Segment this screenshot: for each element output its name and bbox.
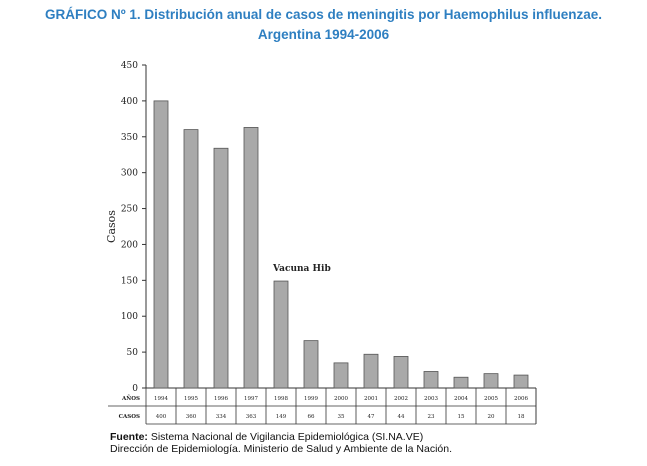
y-tick-label: 200: [120, 240, 138, 251]
annotation-vacuna-hib: Vacuna Hib: [273, 264, 331, 275]
source-label: Fuente:: [110, 431, 148, 443]
table-cases-cell: 360: [185, 414, 197, 420]
bar: [454, 377, 468, 388]
table-cases-cell: 334: [215, 414, 227, 420]
table-cases-cell: 20: [487, 414, 495, 420]
bar: [154, 101, 168, 388]
table-year-cell: 2006: [514, 396, 528, 402]
table-cases-cell: 66: [307, 414, 315, 420]
table-year-cell: 1995: [184, 396, 198, 402]
source-note: [110, 431, 452, 455]
table-cases-cell: 35: [337, 414, 345, 420]
bar: [424, 371, 438, 388]
table-year-cell: 2002: [394, 396, 408, 402]
bar: [184, 130, 198, 388]
table-year-cell: 2004: [454, 396, 468, 402]
table-cases-cell: 23: [427, 414, 435, 420]
bar: [304, 341, 318, 388]
table-cases-cell: 149: [275, 414, 287, 420]
y-tick-label: 300: [120, 168, 138, 179]
source-text: Sistema Nacional de Vigilancia Epidemiológica (SI.NA.VE): [150, 431, 424, 443]
table-year-cell: 2003: [424, 396, 438, 402]
y-tick-label: 250: [120, 204, 138, 215]
bar: [514, 375, 528, 388]
table-year-cell: 1997: [244, 396, 258, 402]
y-tick-label: 400: [120, 96, 138, 107]
bar: [214, 148, 228, 388]
y-tick-label: 450: [120, 61, 138, 71]
table-cases-cell: 44: [397, 414, 405, 420]
bar: [364, 354, 378, 388]
y-tick-label: 50: [126, 348, 138, 359]
bar: [334, 363, 348, 388]
table-cases-cell: 47: [367, 414, 375, 420]
chart-title: GRÁFICO Nº 1. Distribución anual de casos de meningitis por Haemophilus influenzae.: [44, 7, 603, 22]
table-cases-cell: 15: [457, 414, 465, 420]
table-year-cell: 2000: [334, 396, 348, 402]
table-year-cell: 1994: [154, 396, 168, 402]
bar: [274, 281, 288, 388]
table-year-cell: 1996: [214, 396, 228, 402]
source-line2: Dirección de Epidemiología. Ministerio de Salud y Ambiente de la Nación.: [110, 443, 453, 455]
chart-subtitle: Argentina 1994-2006: [257, 27, 390, 42]
table-row-label-years: AÑOS: [121, 396, 140, 402]
y-tick-label: 0: [132, 384, 138, 394]
y-axis-label: Casos: [105, 210, 118, 243]
bar: [244, 127, 258, 388]
table-year-cell: 2005: [484, 396, 498, 402]
table-cases-cell: 400: [155, 414, 167, 420]
table-cases-cell: 18: [517, 414, 525, 420]
table-row-label-cases: CASOS: [118, 414, 140, 420]
bar: [484, 374, 498, 388]
table-cases-cell: 363: [245, 414, 257, 420]
y-tick-label: 100: [120, 312, 138, 323]
bar: [394, 356, 408, 388]
y-tick-label: 150: [120, 276, 138, 287]
table-year-cell: 1999: [304, 396, 318, 402]
table-year-cell: 1998: [274, 396, 288, 402]
y-tick-label: 350: [120, 132, 138, 143]
table-year-cell: 2001: [364, 396, 378, 402]
